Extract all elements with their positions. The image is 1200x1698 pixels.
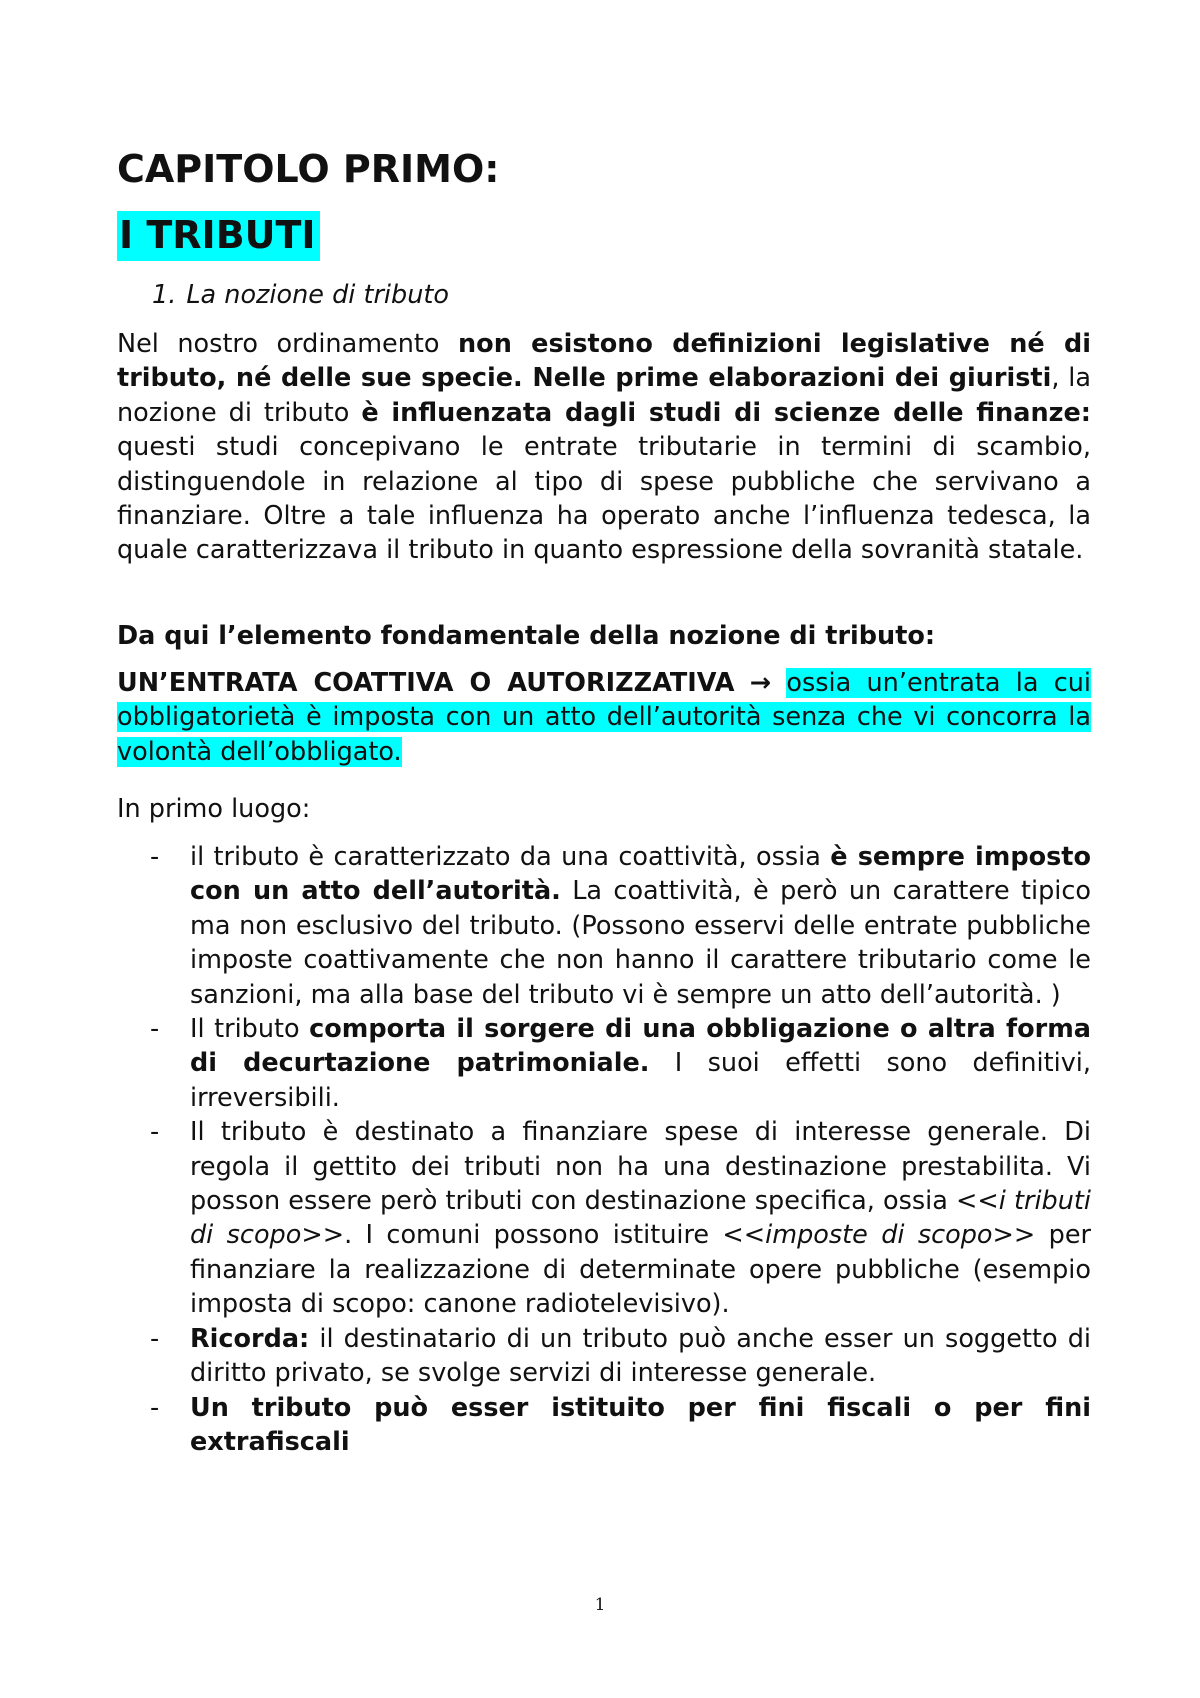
bullet-dash: - bbox=[150, 842, 160, 872]
text-run: Il tributo è destinato a finanziare spese di interesse generale. Di regola il gettito dei tributi non ha una destinazione prestabilita. Vi posson essere però tributi con destinazione specifica, ossia << bbox=[190, 1117, 1091, 1217]
text-run: , la nozione di tributo bbox=[117, 363, 1091, 428]
section-number: 1. bbox=[152, 280, 177, 310]
characteristics-list bbox=[117, 840, 1091, 1459]
arrow-right-icon: → bbox=[749, 668, 772, 698]
bullet-dash: - bbox=[150, 1392, 160, 1423]
text-run: questi studi concepivano le entrate tributarie in termini di scambio, distinguendole in relazione al tipo di spese pubbliche che servivano a finanziare. Oltre a tale influenza ha operato anche l’influenza tedesca, la quale caratterizzava il tributo in quanto espressione della sovranità statale. bbox=[117, 432, 1091, 566]
bold-run: non esistono definizioni legislative né di tributo, né delle sue specie. Nelle prime elaborazioni dei giuristi bbox=[117, 329, 1091, 394]
paragraph-first-point: In primo luogo: bbox=[117, 794, 311, 824]
italic-run: i tributi di scopo bbox=[190, 1186, 1091, 1251]
list-item bbox=[117, 1391, 1091, 1460]
paragraph-coercive-revenue bbox=[117, 666, 1091, 769]
bold-run: Ricorda: bbox=[190, 1323, 310, 1354]
paragraph-fundamental-element: Da qui l’elemento fondamentale della nozione di tributo: bbox=[117, 621, 936, 651]
list-item bbox=[117, 1115, 1091, 1321]
bold-run: UN’ENTRATA COATTIVA O AUTORIZZATIVA bbox=[117, 668, 735, 698]
bold-run: Un tributo può esser istituito per fini fiscali o per fini extrafiscali bbox=[190, 1392, 1091, 1457]
chapter-title: CAPITOLO PRIMO: bbox=[117, 147, 500, 191]
bullet-dash: - bbox=[150, 1117, 160, 1148]
text-run: >>. I comuni possono istituire << bbox=[301, 1220, 766, 1251]
list-item bbox=[117, 1322, 1091, 1391]
text-run: il destinatario di un tributo può anche esser un soggetto di diritto privato, se svolge servizi di interesse generale. bbox=[190, 1323, 1091, 1389]
italic-run: imposte di scopo bbox=[765, 1220, 993, 1251]
text-run: Il tributo bbox=[190, 1014, 310, 1045]
section-heading bbox=[152, 278, 449, 312]
bullet-dash: - bbox=[150, 1014, 160, 1045]
text-run: >> per finanziare la realizzazione di determinate opere pubbliche (esempio imposta di scopo: canone radiotelevisivo). bbox=[190, 1220, 1092, 1320]
chapter-subtitle bbox=[117, 211, 320, 259]
highlighted-definition: ossia un’entrata la cui obbligatorietà è imposta con un atto dell’autorità senza che vi concorra la volontà dell’obbligato. bbox=[117, 668, 1092, 767]
chapter-subtitle-highlight: I TRIBUTI bbox=[117, 211, 320, 261]
list-item bbox=[117, 840, 1091, 1012]
bold-run: comporta il sorgere di una obbligazione o altra forma di decurtazione patrimoniale. bbox=[190, 1014, 1091, 1079]
list-item bbox=[117, 1012, 1091, 1115]
text-run: Nel nostro ordinamento bbox=[117, 329, 459, 359]
bold-run: è sempre imposto con un atto dell’autorità. bbox=[190, 842, 1092, 907]
paragraph-definition bbox=[117, 327, 1091, 568]
text-run: La coattività, è però un carattere tipico ma non esclusivo del tributo. (Possono esservi delle entrate pubbliche imposte coattivamente che non hanno il carattere tributario come le sanzioni, ma alla base del tributo vi è sempre un atto dell’autorità. ) bbox=[190, 876, 1091, 1010]
bullet-dash: - bbox=[150, 1323, 160, 1354]
text-run: I suoi effetti sono definitivi, irreversibili. bbox=[190, 1048, 1091, 1113]
section-title: La nozione di tributo bbox=[186, 280, 449, 310]
bold-run: è influenzata dagli studi di scienze delle finanze: bbox=[361, 397, 1091, 428]
page-number: 1 bbox=[594, 1595, 606, 1615]
text-run: il tributo è caratterizzato da una coattività, ossia bbox=[190, 842, 831, 872]
